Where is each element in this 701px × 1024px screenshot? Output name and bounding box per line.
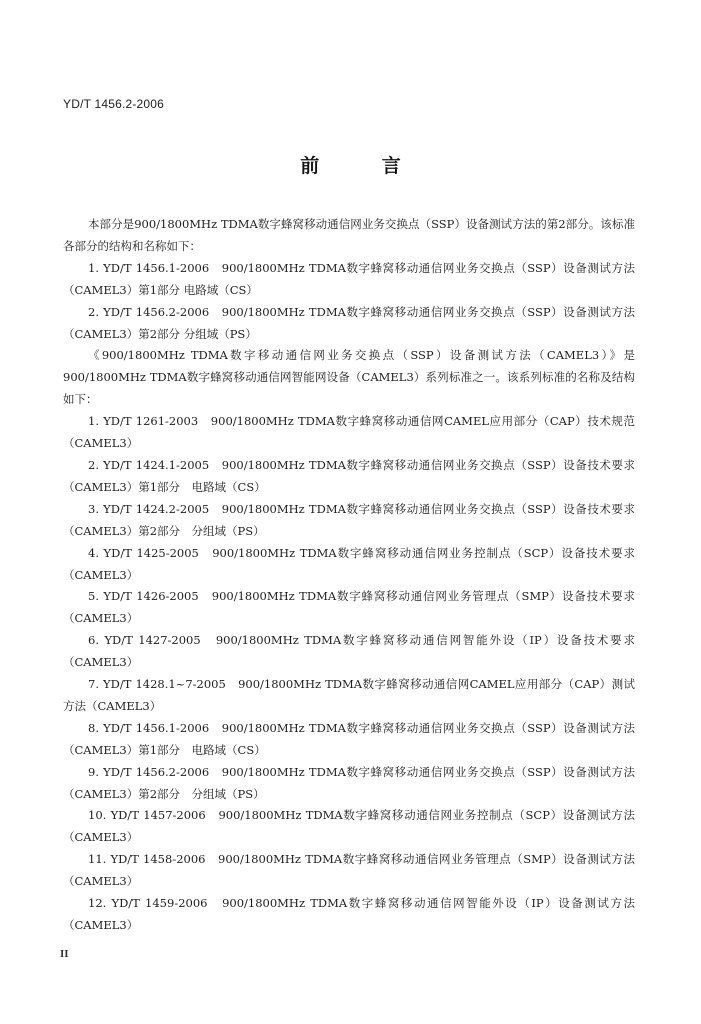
list-item: 5. YD/T 1426-2005 900/1800MHz TDMA数字蜂窝移动通信网业务管理点（SMP）设备技术要求（CAMEL3） [63, 589, 635, 626]
standard-code: YD/T 1456.2-2006 [63, 97, 165, 111]
list-item: 2. YD/T 1456.2-2006 900/1800MHz TDMA数字蜂窝移动通信网业务交换点（SSP）设备测试方法（CAMEL3）第2部分 分组域（PS） [63, 304, 635, 341]
list-item: 3. YD/T 1424.2-2005 900/1800MHz TDMA数字蜂窝移动通信网业务交换点（SSP）设备技术要求（CAMEL3）第2部分 分组域（PS） [63, 501, 635, 538]
page-title: 前 言 [300, 155, 429, 177]
list-item: 11. YD/T 1458-2006 900/1800MHz TDMA数字蜂窝移动通信网业务管理点（SMP）设备测试方法（CAMEL3） [63, 852, 635, 889]
list-item: 12. YD/T 1459-2006 900/1800MHz TDMA数字蜂窝移动通信网智能外设（IP）设备测试方法（CAMEL3） [63, 896, 635, 932]
list-item: 8. YD/T 1456.1-2006 900/1800MHz TDMA数字蜂窝移动通信网业务交换点（SSP）设备测试方法（CAMEL3）第1部分 电路域（CS） [63, 720, 635, 757]
list-item: 1. YD/T 1456.1-2006 900/1800MHz TDMA数字蜂窝移动通信网业务交换点（SSP）设备测试方法（CAMEL3）第1部分 电路域（CS） [63, 260, 635, 297]
list-item: 1. YD/T 1261-2003 900/1800MHz TDMA数字蜂窝移动通信网CAMEL应用部分（CAP）技术规范（CAMEL3） [63, 414, 635, 451]
list-item: 6. YD/T 1427-2005 900/1800MHz TDMA数字蜂窝移动通信网智能外设（IP）设备技术要求（CAMEL3） [63, 633, 635, 670]
list-item: 10. YD/T 1457-2006 900/1800MHz TDMA数字蜂窝移动通信网业务控制点（SCP）设备测试方法（CAMEL3） [63, 808, 635, 845]
list-item: 4. YD/T 1425-2005 900/1800MHz TDMA数字蜂窝移动通信网业务控制点（SCP）设备技术要求（CAMEL3） [63, 545, 635, 582]
paragraph-series: 《900/1800MHz TDMA数字移动通信网业务交换点（SSP）设备测试方法（CAMEL3）》是900/1800MHz TDMA数字蜂窝移动通信网智能网设备（CAMEL3）系列标准之一。该系列标准的名称及结构如下： [63, 348, 635, 407]
list-item: 9. YD/T 1456.2-2006 900/1800MHz TDMA数字蜂窝移动通信网业务交换点（SSP）设备测试方法（CAMEL3）第2部分 分组域（PS） [63, 764, 635, 801]
list-item: 2. YD/T 1424.1-2005 900/1800MHz TDMA数字蜂窝移动通信网业务交换点（SSP）设备技术要求（CAMEL3）第1部分 电路域（CS） [63, 457, 635, 494]
page-number: II [60, 948, 69, 960]
document-body [63, 214, 635, 937]
list-item: 7. YD/T 1428.1~7-2005 900/1800MHz TDMA数字蜂窝移动通信网CAMEL应用部分（CAP）测试方法（CAMEL3） [63, 677, 635, 713]
paragraph-intro: 本部分是900/1800MHz TDMA数字蜂窝移动通信网业务交换点（SSP）设备测试方法的第2部分。该标准各部分的结构和名称如下： [63, 217, 635, 253]
